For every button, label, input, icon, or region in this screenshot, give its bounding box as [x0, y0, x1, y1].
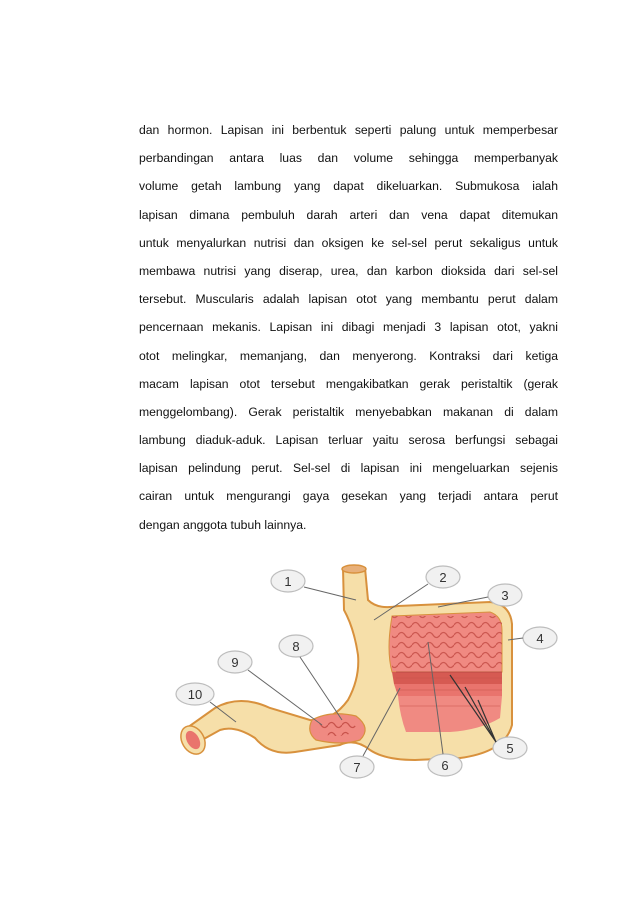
body-paragraph — [139, 116, 558, 539]
paragraph-line: macam lapisan otot tersebut mengakibatkan gerak peristaltik (gerak — [139, 376, 558, 391]
paragraph-line: volume getah lambung yang dapat dikeluarkan. Submukosa ialah — [139, 179, 558, 194]
esophagus-opening — [342, 565, 366, 573]
svg-text:1: 1 — [284, 574, 292, 589]
paragraph-line: untuk menyalurkan nutrisi dan oksigen ke sel-sel perut sekaligus untuk — [139, 235, 558, 250]
paragraph-line: lapisan dimana pembuluh darah arteri dan vena dapat ditemukan — [139, 207, 558, 222]
paragraph-line: pencernaan mekanis. Lapisan ini dibagi menjadi 3 lapisan otot, yakni — [139, 320, 558, 335]
paragraph-line: menggelombang). Gerak peristaltik menyebabkan makanan di dalam — [139, 404, 558, 419]
paragraph-line: perbandingan antara luas dan volume sehingga memperbanyak — [139, 151, 558, 166]
paragraph-line: dengan anggota tubuh lainnya. — [139, 517, 307, 532]
svg-text:9: 9 — [231, 655, 239, 670]
stomach-diagram — [160, 560, 560, 780]
svg-text:7: 7 — [353, 760, 361, 775]
paragraph-line: lambung diaduk-aduk. Lapisan terluar yaitu serosa berfungsi sebagai — [139, 433, 558, 448]
svg-text:10: 10 — [187, 687, 203, 702]
paragraph-line: otot melingkar, memanjang, dan menyerong. Kontraksi dari ketiga — [139, 348, 558, 363]
svg-text:3: 3 — [501, 588, 509, 603]
paragraph-line: dan hormon. Lapisan ini berbentuk seperti palung untuk memperbesar — [139, 123, 558, 137]
svg-text:6: 6 — [441, 758, 449, 773]
paragraph-line: membawa nutrisi yang diserap, urea, dan karbon dioksida dari sel-sel — [139, 263, 558, 278]
label-7 — [340, 756, 374, 778]
label-8 — [279, 635, 313, 657]
label-6 — [428, 754, 462, 776]
svg-text:2: 2 — [439, 570, 447, 585]
label-10 — [176, 683, 214, 705]
svg-text:8: 8 — [292, 639, 300, 654]
label-3 — [488, 584, 522, 606]
label-4 — [523, 627, 557, 649]
paragraph-line: tersebut. Muscularis adalah lapisan otot yang membantu perut dalam — [139, 292, 558, 307]
stomach-illustration — [160, 560, 560, 780]
svg-text:4: 4 — [536, 631, 544, 646]
paragraph-line: lapisan pelindung perut. Sel-sel di lapisan ini mengeluarkan sejenis — [139, 461, 558, 476]
svg-text:5: 5 — [506, 741, 514, 756]
paragraph-line: cairan untuk mengurangi gaya gesekan yang terjadi antara perut — [139, 489, 558, 504]
label-9 — [218, 651, 252, 673]
label-5 — [493, 737, 527, 759]
label-1 — [271, 570, 305, 592]
label-2 — [426, 566, 460, 588]
